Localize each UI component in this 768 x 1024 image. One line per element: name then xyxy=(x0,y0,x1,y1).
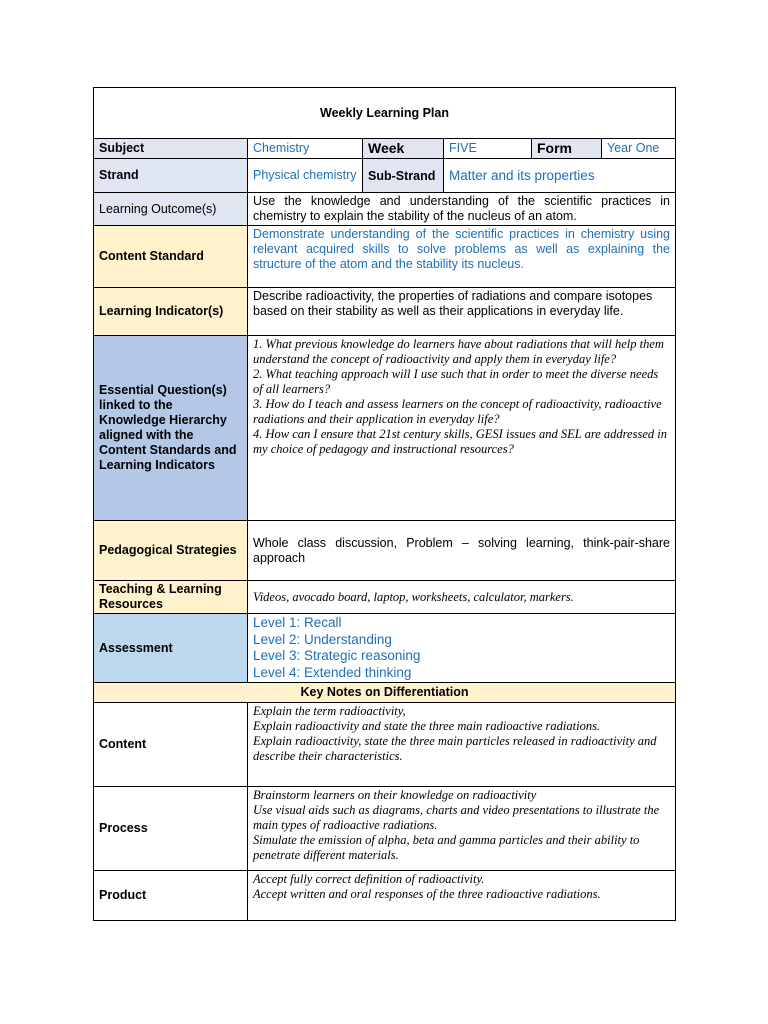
essential-questions-list xyxy=(248,336,676,521)
pedagogical-label: Pedagogical Strategies xyxy=(94,521,248,581)
assessment-level: Level 1: Recall xyxy=(253,615,342,630)
strand-label: Strand xyxy=(94,159,248,193)
resources-row xyxy=(94,581,676,614)
essential-question-item: 2. What teaching approach will I use such that in order to meet the diverse needs of all learners? xyxy=(253,367,659,396)
form-label: Form xyxy=(532,139,602,159)
essential-question-item: 3. How do I teach and assess learners on the concept of radioactivity, radioactive radiations and their application in everyday life? xyxy=(253,397,662,426)
differentiation-heading-row xyxy=(94,683,676,703)
learning-outcome-row xyxy=(94,193,676,226)
subject-label: Subject xyxy=(94,139,248,159)
content-standard-label: Content Standard xyxy=(94,226,248,288)
process-list xyxy=(248,787,676,871)
strand-value: Physical chemistry xyxy=(248,159,363,193)
essential-question-item: 4. How can I ensure that 21st century skills, GESI issues and SEL are addressed in my choice of pedagogy and instructional resources? xyxy=(253,427,667,456)
weekly-learning-plan-table xyxy=(93,87,676,921)
content-row xyxy=(94,703,676,787)
content-standard-text: Demonstrate understanding of the scientific practices in chemistry using relevant acquired skills to solve problems as well as explaining the structure of the atom and the stability its nucleus. xyxy=(248,226,676,288)
assessment-level: Level 2: Understanding xyxy=(253,631,392,647)
assessment-label: Assessment xyxy=(94,614,248,683)
differentiation-heading: Key Notes on Differentiation xyxy=(94,683,676,703)
resources-text: Videos, avocado board, laptop, worksheets, calculator, markers. xyxy=(248,581,676,614)
product-item: Accept fully correct definition of radioactivity. xyxy=(253,872,485,886)
content-item: Explain the term radioactivity, xyxy=(253,704,406,718)
essential-questions-label: Essential Question(s) linked to the Knowledge Hierarchy aligned with the Content Standards and Learning Indicators xyxy=(94,336,248,521)
form-value: Year One xyxy=(602,139,676,159)
assessment-row xyxy=(94,614,676,683)
resources-label: Teaching & Learning Resources xyxy=(94,581,248,614)
title-row xyxy=(94,88,676,139)
pedagogical-text: Whole class discussion, Problem – solving learning, think-pair-share approach xyxy=(248,521,676,581)
page-title: Weekly Learning Plan xyxy=(94,88,676,139)
sub-strand-value: Matter and its properties xyxy=(444,159,676,193)
process-item: Simulate the emission of alpha, beta and gamma particles and their ability to penetrate different materials. xyxy=(253,833,640,862)
week-value: FIVE xyxy=(444,139,532,159)
assessment-level: Level 4: Extended thinking xyxy=(253,664,412,680)
content-label: Content xyxy=(94,703,248,787)
content-item: Explain radioactivity, state the three main particles released in radioactivity and describe their characteristics. xyxy=(253,734,657,763)
process-item: Brainstorm learners on their knowledge on radioactivity xyxy=(253,788,537,802)
learning-indicators-text: Describe radioactivity, the properties of radiations and compare isotopes based on their stability as well as their applications in everyday life. xyxy=(248,288,676,336)
sub-strand-label: Sub-Strand xyxy=(363,159,444,193)
subject-value: Chemistry xyxy=(248,139,363,159)
learning-outcome-label: Learning Outcome(s) xyxy=(94,193,248,226)
process-row xyxy=(94,787,676,871)
strand-row xyxy=(94,159,676,193)
essential-question-item: 1. What previous knowledge do learners have about radiations that will help them understand the concept of radioactivity and apply them in everyday life? xyxy=(253,337,664,366)
assessment-level: Level 3: Strategic reasoning xyxy=(253,648,421,663)
learning-indicators-row xyxy=(94,288,676,336)
product-list xyxy=(248,871,676,921)
product-item: Accept written and oral responses of the three radioactive radiations. xyxy=(253,887,601,901)
content-standard-row xyxy=(94,226,676,288)
week-label: Week xyxy=(363,139,444,159)
process-label: Process xyxy=(94,787,248,871)
product-label: Product xyxy=(94,871,248,921)
content-item: Explain radioactivity and state the three main radioactive radiations. xyxy=(253,719,601,733)
process-item: Use visual aids such as diagrams, charts and video presentations to illustrate the main types of radioactive radiations. xyxy=(253,803,660,832)
learning-indicators-label: Learning Indicator(s) xyxy=(94,288,248,336)
assessment-levels xyxy=(248,614,676,683)
content-list xyxy=(248,703,676,787)
learning-outcome-text: Use the knowledge and understanding of the scientific practices in chemistry to explain the stability of the nucleus of an atom. xyxy=(248,193,676,226)
pedagogical-row xyxy=(94,521,676,581)
product-row xyxy=(94,871,676,921)
subject-row xyxy=(94,139,676,159)
essential-questions-row xyxy=(94,336,676,521)
